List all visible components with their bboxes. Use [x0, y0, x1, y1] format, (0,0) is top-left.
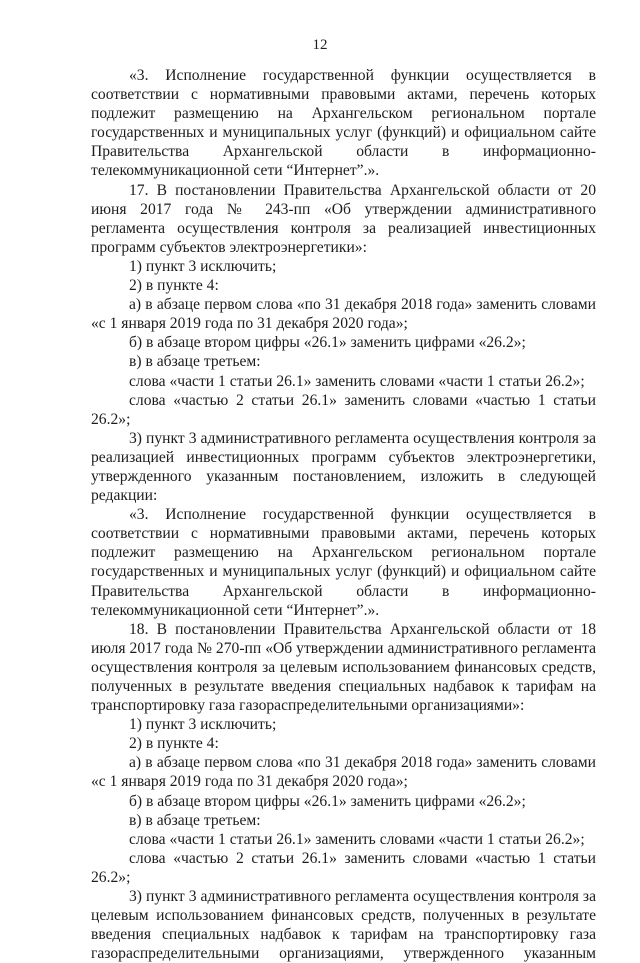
paragraph-p4: 2) в пункте 4:	[129, 277, 219, 295]
paragraph-p8: слова «части 1 статьи 26.1» заменить словами «части 1 статьи 26.2»;	[129, 372, 585, 390]
document-body	[91, 66, 596, 963]
paragraph-p15: а) в абзаце первом слова «по 31 декабря 2018 года» заменить словами «с 1 января 2019 года по 31 декабря 2020 года»;	[91, 754, 596, 791]
paragraph-p18: слова «части 1 статьи 26.1» заменить словами «части 1 статьи 26.2»;	[129, 830, 585, 848]
paragraph-p19: слова «частью 2 статьи 26.1» заменить словами «частью 1 статьи 26.2»;	[91, 849, 596, 886]
paragraph-p7: в) в абзаце третьем:	[129, 353, 261, 371]
paragraph-p2: 17. В постановлении Правительства Архангельской области от 20 июня 2017 года № 243-пп «Об утверждении административного регламента осуществления контроля за реализацией инвестиционных программ субъектов электроэнергетики»:	[91, 181, 596, 256]
page-number: 12	[312, 37, 328, 53]
paragraph-p16: б) в абзаце втором цифры «26.1» заменить цифрами «26.2»;	[129, 792, 526, 810]
paragraph-p17: в) в абзаце третьем:	[129, 811, 261, 829]
paragraph-p5: а) в абзаце первом слова «по 31 декабря 2018 года» заменить словами «с 1 января 2019 года по 31 декабря 2020 года»;	[91, 296, 596, 333]
paragraph-p12: 18. В постановлении Правительства Архангельской области от 18 июля 2017 года № 270-пп «Об утверждении административного регламента осуществления контроля за целевым использованием финансовых средств, полученных в результате введения специальных надбавок к тарифам на транспортировку газа газораспределительными организациями»:	[91, 620, 596, 715]
paragraph-p11: «3. Исполнение государственной функции осуществляется в соответствии с нормативными правовыми актами, перечень которых подлежит размещению на Архангельском региональном портале государственных и муниципальных услуг (функций) и официальном сайте Правительства Архангельской области в информационно-телекоммуникационной сети “Интернет”.».	[91, 506, 596, 619]
paragraph-p3: 1) пункт 3 исключить;	[129, 257, 277, 275]
paragraph-p14: 2) в пункте 4:	[129, 735, 219, 753]
paragraph-p10: 3) пункт 3 административного регламента осуществления контроля за реализацией инвестиционных программ субъектов электроэнергетики, утвержденного указанным постановлением, изложить в следующей редакции:	[91, 429, 596, 505]
paragraph-p13: 1) пункт 3 исключить;	[129, 716, 277, 734]
paragraph-p20: 3) пункт 3 административного регламента осуществления контроля за целевым использованием финансовых средств, полученных в результате введения специальных надбавок к тарифам на транспортировку газа газораспределительными организациями, утвержденного указанным	[91, 888, 596, 963]
paragraph-p1: «3. Исполнение государственной функции осуществляется в соответствии с нормативными правовыми актами, перечень которых подлежит размещению на Архангельском региональном портале государственных и муниципальных услуг (функций) и официальном сайте Правительства Архангельской области в информационно-телекоммуникационной сети “Интернет”.».	[91, 67, 596, 180]
paragraph-p9: слова «частью 2 статьи 26.1» заменить словами «частью 1 статьи 26.2»;	[91, 391, 596, 428]
paragraph-p6: б) в абзаце втором цифры «26.1» заменить цифрами «26.2»;	[129, 334, 526, 352]
